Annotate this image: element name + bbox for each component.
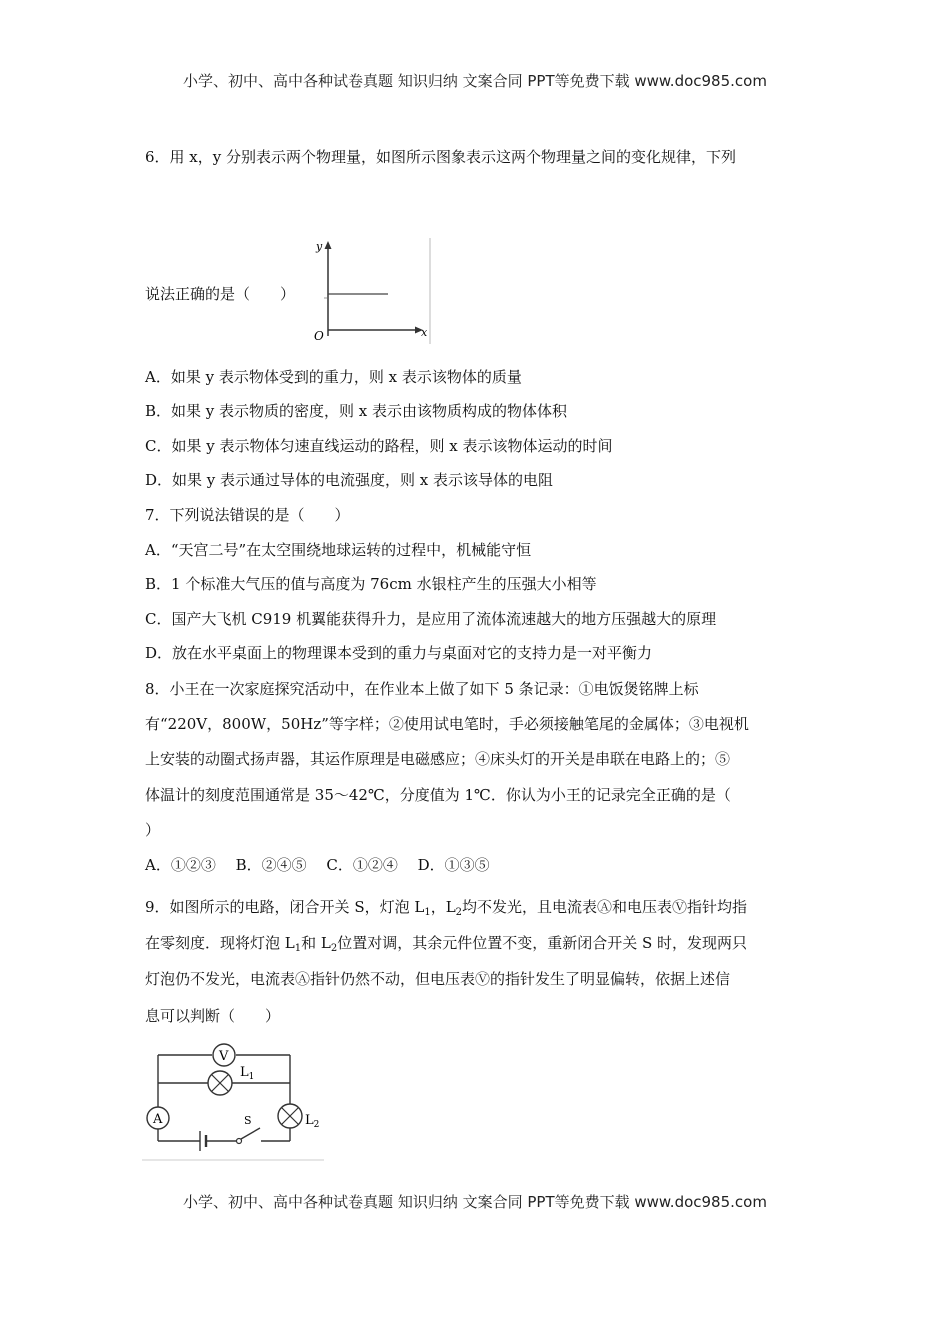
q6-stem-line1: 6．用 x，y 分别表示两个物理量，如图所示图象表示这两个物理量之间的变化规律，下列	[145, 148, 737, 166]
q8-line-4: 体温计的刻度范围通常是 35～42℃，分度值为 1℃．你认为小王的记录完全正确的是（	[145, 786, 731, 804]
q6-stem-line2: 说法正确的是（ ）	[145, 285, 296, 303]
graph-y-arrow	[325, 241, 332, 249]
q6-graph	[300, 236, 440, 346]
q7-option-c: C．国产大飞机 C919 机翼能获得升力，是应用了流体流速越大的地方压强越大的原理	[145, 610, 717, 628]
subscript: 1	[424, 907, 431, 918]
q8-line-3: 上安装的动圈式扬声器，其运作原理是电磁感应；④床头灯的开关是串联在电路上的；⑤	[145, 750, 731, 768]
q9-line-4: 息可以判断（ ）	[145, 1007, 281, 1025]
q8-options: A．①②③ B．②④⑤ C．①②④ D．①③⑤	[145, 856, 490, 874]
q7-stem: 7．下列说法错误的是（ ）	[145, 506, 350, 524]
lamp-l1-label	[240, 1065, 254, 1082]
subscript: 1	[294, 943, 302, 954]
q9-line-1	[145, 897, 747, 923]
q9-text: 均不发光，且电流表Ⓐ和电压表Ⓥ指针均指	[462, 898, 748, 916]
graph-origin-label: O	[314, 329, 324, 343]
q6-option-b: B．如果 y 表示物质的密度，则 x 表示由该物质构成的物体体积	[145, 402, 568, 420]
lamp-l2-label	[305, 1113, 319, 1130]
q6-option-c: C．如果 y 表示物体匀速直线运动的路程，则 x 表示该物体运动的时间	[145, 437, 613, 455]
switch-label: S	[244, 1114, 252, 1127]
q7-option-b: B．1 个标准大气压的值与高度为 76cm 水银柱产生的压强大小相等	[145, 575, 597, 593]
q7-option-d: D．放在水平桌面上的物理课本受到的重力与桌面对它的支持力是一对平衡力	[145, 644, 653, 662]
q9-line-2	[145, 933, 747, 959]
q8-line-2: 有“220V，800W，50Hz”等字样；②使用试电笔时，手必须接触笔尾的金属体；③电视机	[145, 715, 749, 733]
switch-pivot	[237, 1139, 242, 1144]
lamp-l1-letter: L	[240, 1065, 249, 1080]
page-footer: 小学、初中、高中各种试卷真题 知识归纳 文案合同 PPT等免费下载 www.doc985.com	[183, 1193, 767, 1211]
switch-lever	[241, 1128, 260, 1139]
subscript: 2	[455, 907, 463, 918]
q9-line-3: 灯泡仍不发光，电流表Ⓐ指针仍然不动，但电压表Ⓥ的指针发生了明显偏转，依据上述信	[145, 970, 731, 988]
subscript: 2	[330, 943, 338, 954]
q9-circuit-diagram	[142, 1040, 328, 1164]
q8-line-5: ）	[145, 821, 161, 839]
page-header: 小学、初中、高中各种试卷真题 知识归纳 文案合同 PPT等免费下载 www.doc985.com	[183, 72, 767, 90]
q9-text: ，L	[430, 898, 456, 916]
q9-text: 位置对调，其余元件位置不变，重新闭合开关 S 时，发现两只	[337, 934, 748, 952]
lamp-l2-sub: 2	[313, 1120, 320, 1130]
q8-line-1: 8．小王在一次家庭探究活动中，在作业本上做了如下 5 条记录：①电饭煲铭牌上标	[145, 680, 699, 698]
q7-option-a: A．“天宫二号”在太空围绕地球运转的过程中，机械能守恒	[145, 541, 532, 559]
voltmeter-label: V	[219, 1049, 229, 1064]
lamp-l1-sub: 1	[248, 1072, 255, 1082]
q6-option-d: D．如果 y 表示通过导体的电流强度，则 x 表示该导体的电阻	[145, 471, 554, 489]
ammeter-label: A	[153, 1112, 163, 1127]
q9-text: 9．如图所示的电路，闭合开关 S，灯泡 L	[145, 898, 425, 916]
q9-text: 在零刻度．现将灯泡 L	[145, 934, 295, 952]
q9-text: 和 L	[301, 934, 331, 952]
graph-x-label: x	[421, 326, 428, 339]
graph-y-label: y	[316, 240, 323, 253]
q6-option-a: A．如果 y 表示物体受到的重力，则 x 表示该物体的质量	[145, 368, 522, 386]
lamp-l2-letter: L	[305, 1113, 314, 1128]
